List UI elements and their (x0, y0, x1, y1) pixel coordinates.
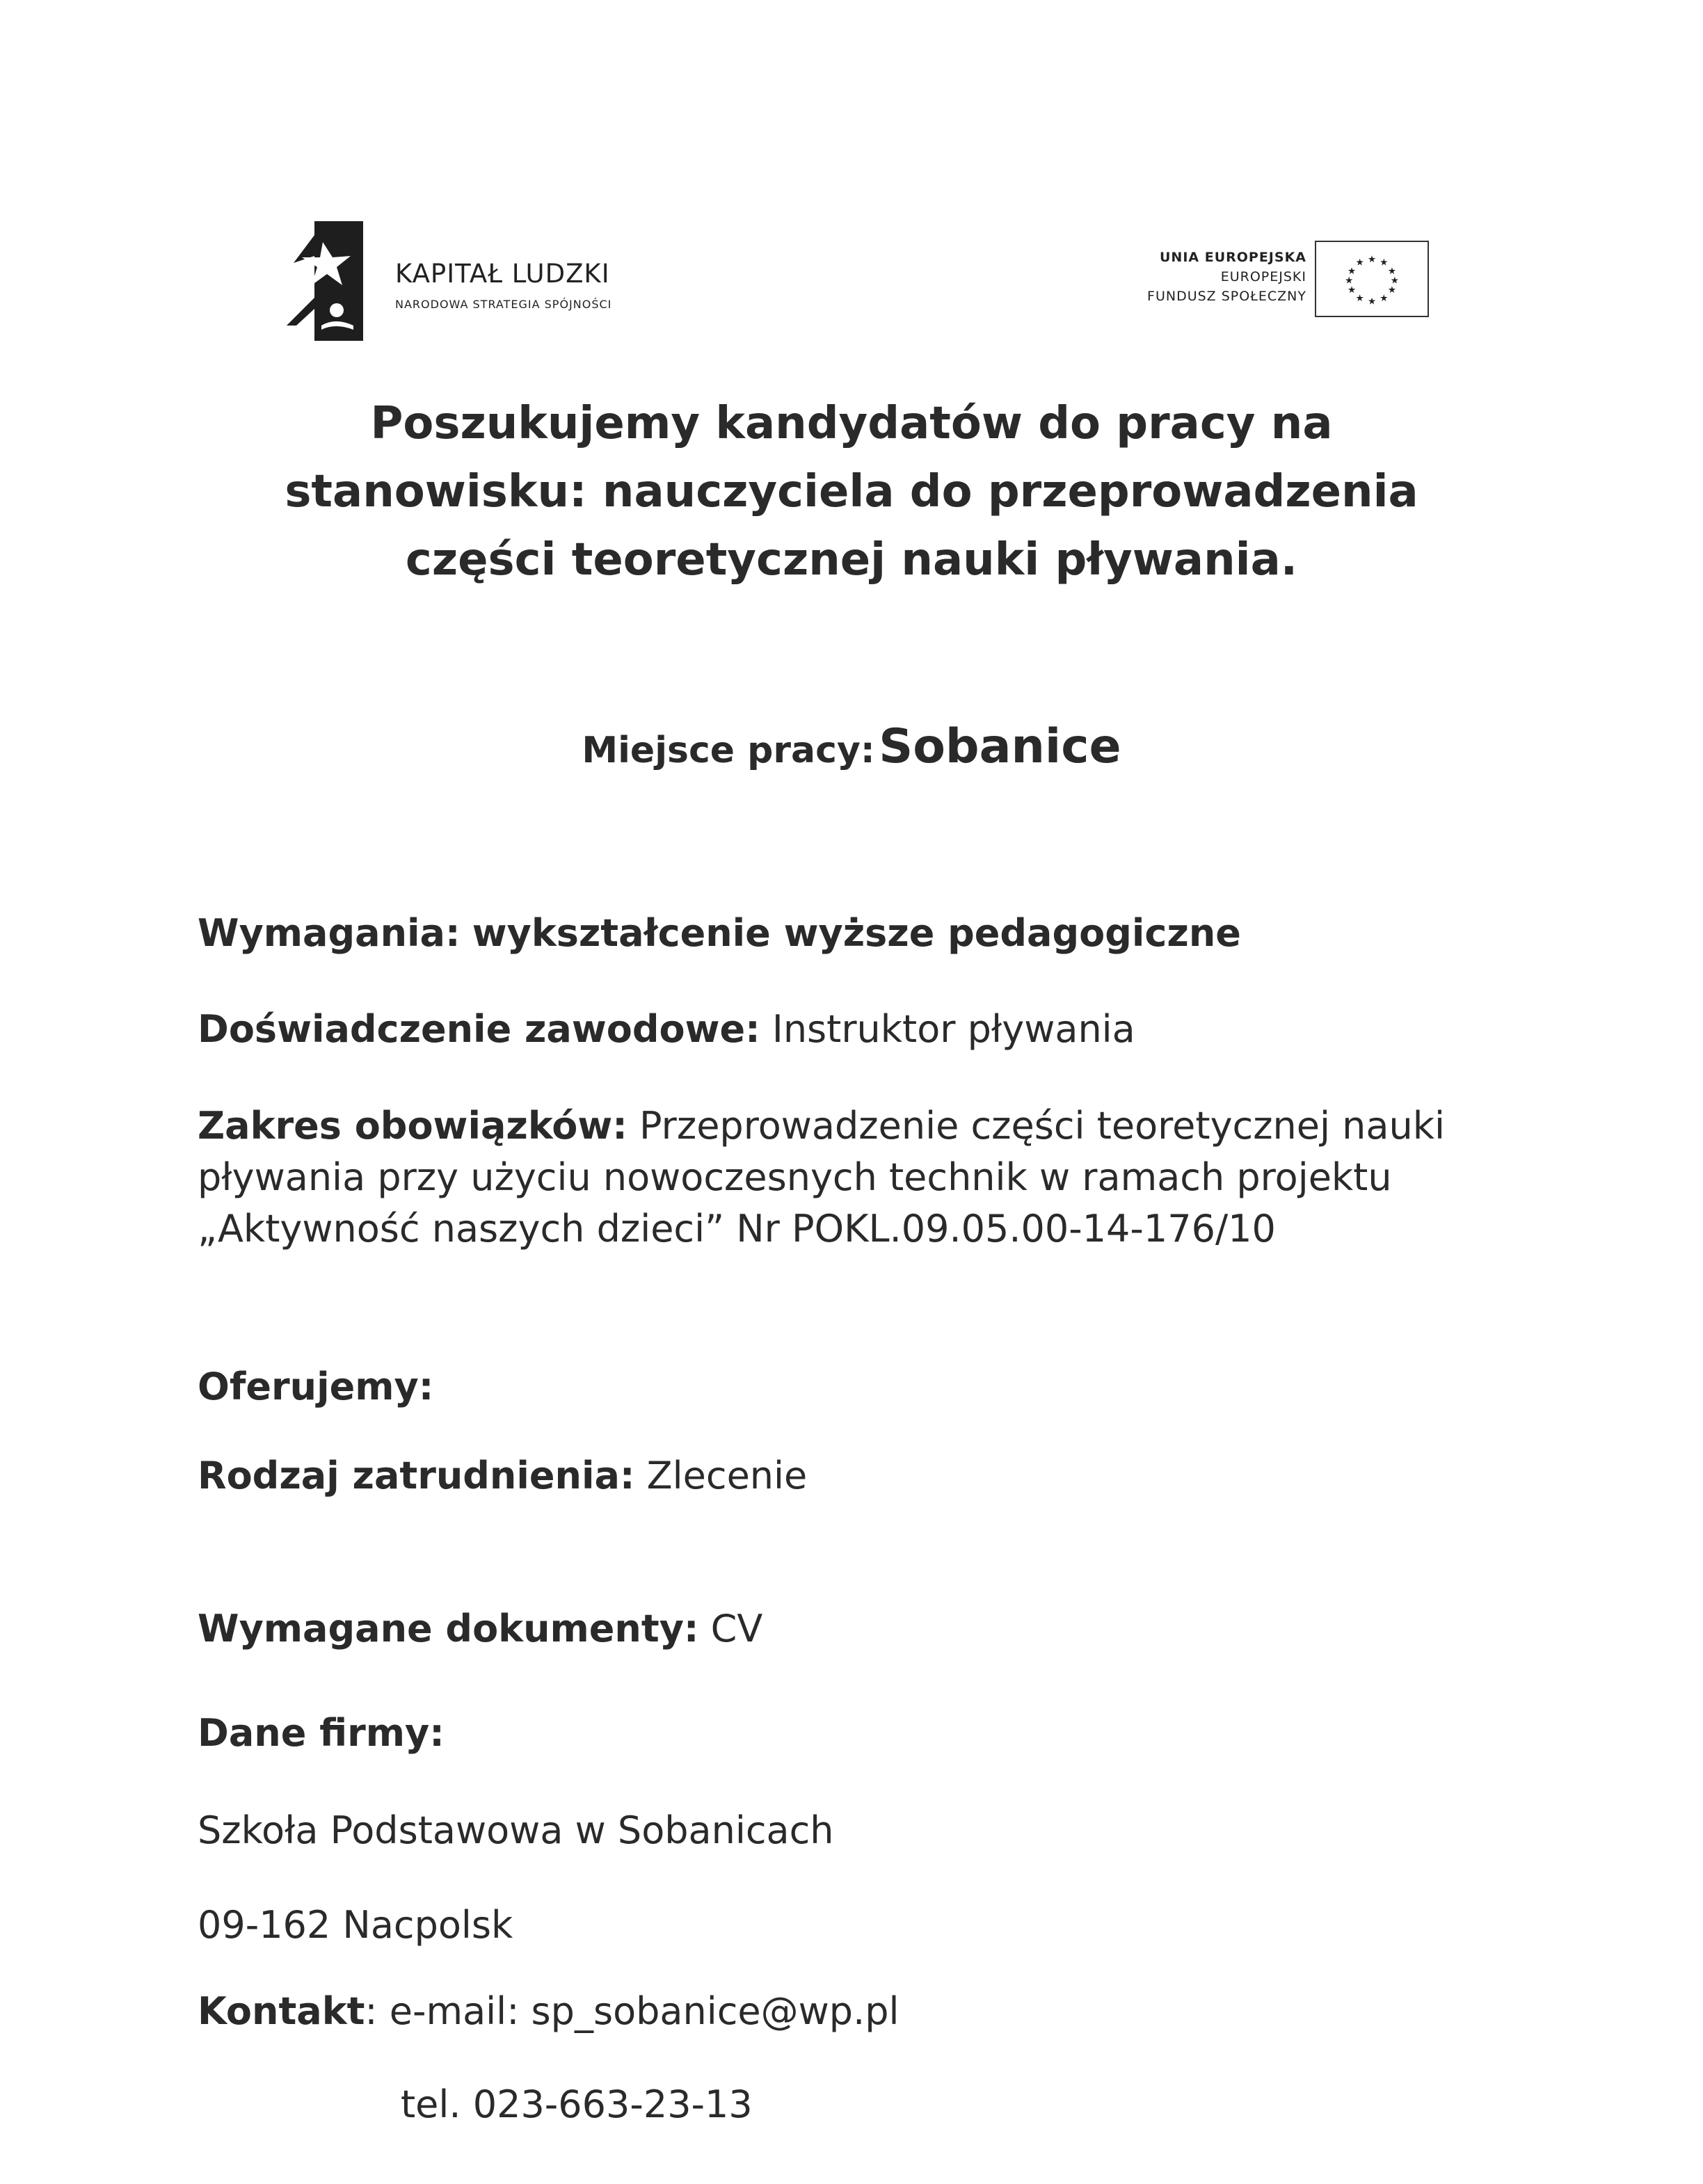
requirements-value: wykształcenie wyższe pedagogiczne (472, 911, 1241, 955)
svg-text:★: ★ (1348, 266, 1357, 278)
svg-text:★: ★ (1355, 257, 1364, 268)
contact-row (198, 1989, 900, 2033)
contact-email-label: : e-mail: (365, 1989, 531, 2033)
company-row (198, 1711, 445, 1755)
company-name (198, 1808, 834, 1852)
svg-text:★: ★ (1380, 257, 1389, 268)
eu-fund-text (1085, 248, 1306, 306)
documents-value: CV (710, 1607, 763, 1651)
duties-line-1 (198, 1100, 1519, 1152)
svg-text:★: ★ (1387, 284, 1396, 296)
duties-text-2: pływania przy użyciu nowoczesnych technik w ramach projektu (198, 1155, 1392, 1199)
svg-text:★: ★ (1367, 253, 1377, 265)
eu-fund-label-2: FUNDUSZ SPOŁECZNY (1147, 289, 1306, 304)
experience-label: Doświadczenie zawodowe: (198, 1007, 760, 1051)
job-headline (209, 390, 1494, 594)
employment-label: Rodzaj zatrudnienia: (198, 1454, 635, 1498)
experience-value: Instruktor pływania (771, 1007, 1135, 1051)
contact-phone-row (401, 2082, 753, 2126)
offer-row (198, 1365, 433, 1408)
kapital-ludzki-title: KAPITAŁ LUDZKI (395, 259, 610, 289)
headline-line-1: Poszukujemy kandydatów do pracy na (370, 398, 1333, 449)
duties-label: Zakres obowiązków: (198, 1104, 627, 1148)
company-label: Dane firmy: (198, 1711, 445, 1755)
company-name-text: Szkoła Podstawowa w Sobanicach (198, 1808, 834, 1852)
duties-block (198, 1100, 1519, 1255)
workplace-label: Miejsce pracy: (582, 730, 875, 771)
eu-fund-label-1: EUROPEJSKI (1220, 269, 1306, 284)
svg-text:★: ★ (1345, 275, 1354, 287)
svg-text:★: ★ (1387, 266, 1396, 278)
experience-row (198, 1007, 1135, 1051)
documents-row (198, 1607, 762, 1651)
contact-email: sp_sobanice@wp.pl (531, 1989, 900, 2033)
workplace (0, 719, 1703, 774)
company-address (198, 1903, 513, 1947)
headline-line-3: części teoretycznej nauki pływania. (405, 534, 1298, 586)
svg-text:★: ★ (1380, 292, 1389, 304)
employment-value: Zlecenie (646, 1454, 808, 1498)
documents-label: Wymagane dokumenty: (198, 1607, 699, 1651)
requirements-row (198, 911, 1241, 955)
svg-text:★: ★ (1355, 292, 1364, 304)
requirements-label: Wymagania: (198, 911, 461, 955)
workplace-value: Sobanice (879, 719, 1121, 774)
duties-text-1: Przeprowadzenie części teoretycznej nauki (639, 1104, 1445, 1148)
company-address-text: 09-162 Nacpolsk (198, 1903, 513, 1947)
eu-flag-icon (1315, 241, 1429, 317)
contact-label: Kontakt (198, 1989, 365, 2033)
kapital-ludzki-subtitle: NARODOWA STRATEGIA SPÓJNOŚCI (395, 298, 612, 311)
kapital-ludzki-logo-mark (287, 221, 363, 341)
svg-text:★: ★ (1348, 284, 1357, 296)
duties-text-3: „Aktywność naszych dzieci” Nr POKL.09.05.00-14-176/10 (198, 1207, 1276, 1251)
svg-text:★: ★ (1390, 275, 1399, 287)
contact-phone: tel. 023-663-23-13 (401, 2082, 753, 2126)
headline-line-2: stanowisku: nauczyciela do przeprowadzenia (285, 466, 1418, 517)
eu-union-label: UNIA EUROPEJSKA (1160, 250, 1306, 265)
svg-text:★: ★ (1367, 296, 1377, 307)
offer-label: Oferujemy: (198, 1365, 434, 1408)
employment-row (198, 1454, 807, 1498)
